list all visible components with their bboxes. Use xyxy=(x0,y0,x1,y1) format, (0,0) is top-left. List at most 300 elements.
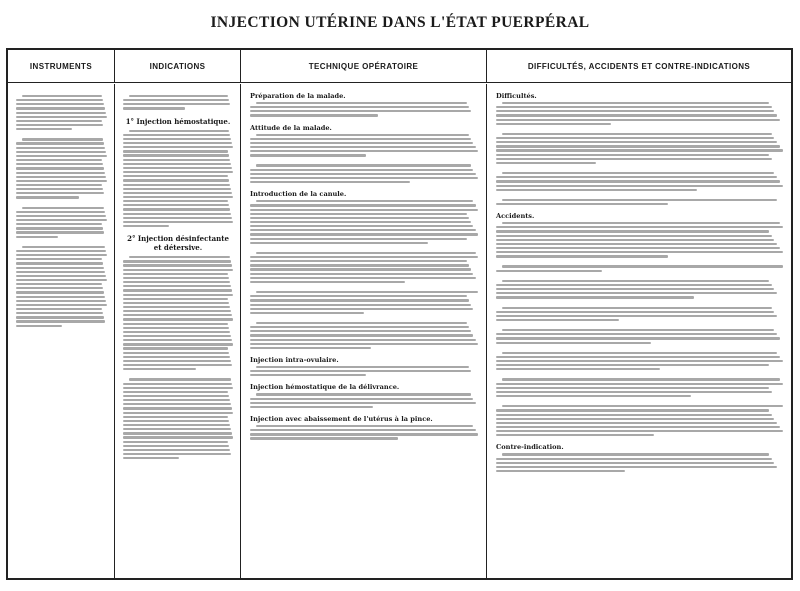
paragraph-title: Injection intra-ovulaire. xyxy=(250,356,339,364)
text-line xyxy=(123,360,231,362)
text-line xyxy=(250,347,371,349)
text-line xyxy=(496,251,783,253)
text-line xyxy=(250,173,476,175)
column-indications xyxy=(115,84,241,578)
text-line xyxy=(123,208,230,210)
text-line xyxy=(502,329,774,331)
text-line xyxy=(250,204,476,206)
paragraph-title: Introduction de la canule. xyxy=(250,190,347,199)
text-line xyxy=(496,360,783,362)
text-line xyxy=(496,110,774,112)
section xyxy=(123,117,233,229)
text-line xyxy=(16,188,103,190)
text-line xyxy=(16,107,105,109)
column-instruments xyxy=(8,84,115,578)
text-line xyxy=(123,260,231,262)
text-line xyxy=(123,192,232,194)
section xyxy=(496,351,783,372)
text-line xyxy=(16,120,102,122)
section xyxy=(16,245,107,328)
text-line xyxy=(16,275,106,277)
text-line xyxy=(16,279,107,281)
text-line xyxy=(16,236,58,238)
text-line xyxy=(16,196,79,198)
text-line xyxy=(16,180,107,182)
section xyxy=(496,212,783,258)
text-line xyxy=(496,470,625,472)
text-line xyxy=(123,364,232,366)
text-line xyxy=(123,420,229,422)
paragraph-title: Attitude de la malade. xyxy=(250,123,332,132)
text-line xyxy=(123,225,169,227)
text-line xyxy=(123,318,233,320)
text-line xyxy=(496,292,777,294)
text-line xyxy=(123,221,233,223)
text-line xyxy=(123,200,228,202)
text-line xyxy=(123,352,229,354)
text-line xyxy=(496,119,780,121)
text-line xyxy=(250,213,467,215)
text-line xyxy=(502,307,772,309)
section xyxy=(496,328,783,345)
text-line xyxy=(256,291,478,293)
text-line xyxy=(250,229,476,231)
text-line xyxy=(16,258,102,260)
text-line xyxy=(496,409,769,411)
section xyxy=(250,251,478,284)
text-line xyxy=(123,264,232,266)
text-line xyxy=(123,204,229,206)
text-line xyxy=(250,370,471,372)
text-line xyxy=(496,458,772,460)
text-line xyxy=(16,176,106,178)
section-title: 1° Injection hémostatique. xyxy=(125,116,231,126)
text-line xyxy=(123,445,229,447)
text-line xyxy=(496,333,777,335)
text-line xyxy=(250,238,467,240)
text-line xyxy=(123,343,233,345)
text-line xyxy=(496,466,777,468)
paragraph-text xyxy=(496,198,783,206)
paragraph-text xyxy=(250,251,478,284)
text-line xyxy=(496,426,780,428)
section xyxy=(496,132,783,165)
text-line xyxy=(16,287,103,289)
text-line xyxy=(16,116,107,118)
text-line xyxy=(123,441,228,443)
text-line xyxy=(256,425,473,427)
text-line xyxy=(123,107,185,109)
text-line xyxy=(496,230,769,232)
section xyxy=(16,206,107,239)
text-line xyxy=(496,235,772,237)
paragraph-text xyxy=(16,245,107,328)
text-line xyxy=(123,424,230,426)
text-line xyxy=(250,312,364,314)
text-line xyxy=(16,320,105,322)
text-line xyxy=(16,172,105,174)
text-line xyxy=(123,306,230,308)
text-line xyxy=(496,391,772,393)
text-line xyxy=(123,314,232,316)
text-line xyxy=(123,163,231,165)
paragraph-text xyxy=(250,290,478,315)
text-line xyxy=(123,294,233,296)
text-line xyxy=(496,462,774,464)
text-line xyxy=(16,267,104,269)
column-header-indications: INDICATIONS xyxy=(115,50,241,82)
text-line xyxy=(16,254,107,256)
text-line xyxy=(123,323,228,325)
section xyxy=(250,190,478,245)
paragraph-text xyxy=(250,163,478,184)
paragraph-title: Difficultés. xyxy=(496,92,537,100)
paragraph-title: Contre-indication. xyxy=(496,443,564,452)
text-line xyxy=(496,356,780,358)
text-line xyxy=(16,223,102,225)
text-line xyxy=(16,300,106,302)
text-line xyxy=(256,366,469,368)
text-line xyxy=(496,162,596,164)
text-line xyxy=(496,311,774,313)
text-line xyxy=(502,352,777,354)
text-line xyxy=(496,270,602,272)
section xyxy=(250,163,478,184)
table-header-row xyxy=(8,50,791,83)
text-line xyxy=(123,175,228,177)
text-line xyxy=(496,145,780,147)
text-line xyxy=(250,295,467,297)
text-line xyxy=(22,138,103,140)
text-line xyxy=(16,184,102,186)
text-line xyxy=(123,331,230,333)
text-line xyxy=(250,225,473,227)
text-line xyxy=(250,429,476,431)
text-line xyxy=(496,395,691,397)
text-line xyxy=(16,271,105,273)
text-line xyxy=(123,285,231,287)
text-line xyxy=(250,281,405,283)
text-line xyxy=(256,102,467,104)
text-line xyxy=(123,298,228,300)
section xyxy=(16,137,107,199)
text-line xyxy=(496,368,660,370)
text-line xyxy=(496,383,783,385)
text-line xyxy=(256,322,467,324)
paragraph-text xyxy=(496,101,783,126)
text-line xyxy=(123,142,232,144)
text-line xyxy=(250,299,469,301)
text-line xyxy=(123,302,229,304)
text-line xyxy=(250,233,478,235)
text-line xyxy=(496,158,772,160)
text-line xyxy=(123,368,196,370)
text-line xyxy=(496,106,772,108)
text-line xyxy=(16,211,105,213)
text-line xyxy=(496,296,694,298)
text-line xyxy=(250,437,398,439)
section xyxy=(123,94,233,111)
text-line xyxy=(496,189,697,191)
text-line xyxy=(123,273,228,275)
text-line xyxy=(16,192,104,194)
text-line xyxy=(16,296,105,298)
text-line xyxy=(496,226,783,228)
text-line xyxy=(502,405,783,407)
section xyxy=(250,415,478,441)
text-line xyxy=(496,203,668,205)
text-line xyxy=(250,326,469,328)
text-line xyxy=(16,312,103,314)
section xyxy=(250,92,478,118)
text-line xyxy=(22,207,104,209)
section-title: 2° Injection désinfectante et détersive. xyxy=(127,234,229,253)
text-line xyxy=(496,342,651,344)
text-line xyxy=(16,167,104,169)
section xyxy=(123,377,233,460)
text-line xyxy=(123,453,231,455)
text-line xyxy=(123,150,228,152)
text-line xyxy=(496,137,774,139)
text-line xyxy=(16,155,107,157)
page-title: INJECTION UTÉRINE DANS L'ÉTAT PUERPÉRAL xyxy=(210,14,590,31)
text-line xyxy=(123,412,233,414)
text-line xyxy=(496,418,774,420)
text-line xyxy=(123,327,229,329)
section xyxy=(496,279,783,300)
paragraph-title: Préparation de la malade. xyxy=(250,92,346,100)
text-line xyxy=(22,246,105,248)
text-line xyxy=(250,433,478,435)
text-line xyxy=(502,133,772,135)
text-line xyxy=(250,110,471,112)
text-line xyxy=(496,176,777,178)
text-line xyxy=(250,209,478,211)
text-line xyxy=(250,273,473,275)
text-line xyxy=(250,402,476,404)
text-line xyxy=(16,325,62,327)
text-line xyxy=(123,395,229,397)
text-line xyxy=(123,217,232,219)
section xyxy=(16,94,107,131)
text-line xyxy=(250,398,473,400)
paragraph-text xyxy=(496,171,783,192)
paragraph-text xyxy=(123,377,233,460)
text-line xyxy=(250,106,469,108)
text-line xyxy=(250,308,473,310)
text-line xyxy=(16,103,104,105)
text-line xyxy=(123,159,230,161)
text-line xyxy=(250,150,478,152)
text-line xyxy=(16,250,106,252)
text-line xyxy=(496,337,780,339)
paragraph-text xyxy=(250,321,478,350)
text-line xyxy=(123,335,231,337)
text-line xyxy=(16,159,102,161)
text-line xyxy=(496,284,772,286)
text-line xyxy=(496,364,769,366)
text-line xyxy=(496,319,619,321)
text-line xyxy=(123,167,232,169)
paragraph-text xyxy=(250,133,478,158)
text-line xyxy=(496,114,777,116)
text-line xyxy=(22,95,102,97)
section xyxy=(496,404,783,437)
text-line xyxy=(123,281,230,283)
text-line xyxy=(250,114,378,116)
text-line xyxy=(16,308,102,310)
paragraph-text xyxy=(496,132,783,165)
text-line xyxy=(123,399,230,401)
text-line xyxy=(250,268,471,270)
text-line xyxy=(123,347,228,349)
text-line xyxy=(123,184,230,186)
text-line xyxy=(16,304,107,306)
text-line xyxy=(123,432,232,434)
text-line xyxy=(16,151,106,153)
text-line xyxy=(496,434,654,436)
text-line xyxy=(123,310,231,312)
text-line xyxy=(250,334,473,336)
text-line xyxy=(250,221,471,223)
text-line xyxy=(123,383,232,385)
text-line xyxy=(250,277,476,279)
text-line xyxy=(123,457,179,459)
table-body xyxy=(8,84,791,578)
text-line xyxy=(16,99,103,101)
section xyxy=(496,306,783,323)
text-line xyxy=(250,330,471,332)
text-line xyxy=(16,227,103,229)
text-line xyxy=(250,181,410,183)
text-line xyxy=(502,172,774,174)
text-line xyxy=(123,416,228,418)
text-line xyxy=(250,154,366,156)
text-line xyxy=(502,280,769,282)
text-line xyxy=(496,430,783,432)
text-line xyxy=(123,277,229,279)
text-line xyxy=(496,255,668,257)
text-line xyxy=(250,256,478,258)
text-line xyxy=(250,339,476,341)
text-line xyxy=(16,316,104,318)
text-line xyxy=(496,247,780,249)
text-line xyxy=(250,177,478,179)
text-line xyxy=(250,138,471,140)
paragraph-text xyxy=(496,404,783,437)
paragraph-text xyxy=(123,94,233,111)
text-line xyxy=(16,291,104,293)
paragraph-text xyxy=(496,452,783,473)
text-line xyxy=(16,124,103,126)
text-line xyxy=(496,141,777,143)
text-line xyxy=(502,102,769,104)
text-line xyxy=(496,185,783,187)
text-line xyxy=(502,378,780,380)
text-line xyxy=(250,260,467,262)
document-table xyxy=(6,48,793,580)
paragraph-text xyxy=(496,221,783,258)
text-line xyxy=(123,103,230,105)
text-line xyxy=(250,406,373,408)
text-line xyxy=(123,188,231,190)
text-line xyxy=(123,269,233,271)
text-line xyxy=(496,149,783,151)
text-line xyxy=(123,356,230,358)
section xyxy=(496,443,783,473)
text-line xyxy=(496,154,769,156)
paragraph-text xyxy=(250,392,478,409)
text-line xyxy=(250,264,469,266)
text-line xyxy=(129,95,228,97)
paragraph-text xyxy=(16,94,107,131)
section xyxy=(496,171,783,192)
text-line xyxy=(256,164,471,166)
section xyxy=(123,234,233,371)
section xyxy=(250,124,478,158)
text-line xyxy=(16,163,103,165)
text-line xyxy=(250,169,473,171)
text-line xyxy=(250,343,478,345)
text-line xyxy=(123,449,230,451)
text-line xyxy=(496,387,769,389)
text-line xyxy=(496,288,774,290)
text-line xyxy=(123,387,233,389)
text-line xyxy=(496,315,777,317)
text-line xyxy=(16,128,72,130)
text-line xyxy=(496,243,777,245)
text-line xyxy=(256,134,469,136)
text-line xyxy=(123,436,233,438)
text-line xyxy=(496,180,780,182)
section xyxy=(496,92,783,126)
text-line xyxy=(502,265,783,267)
text-line xyxy=(123,146,233,148)
text-line xyxy=(16,283,102,285)
paragraph-text xyxy=(250,424,478,441)
text-line xyxy=(16,147,105,149)
section xyxy=(250,356,478,377)
text-line xyxy=(250,374,366,376)
text-line xyxy=(496,422,777,424)
section xyxy=(496,198,783,206)
column-difficultes xyxy=(487,84,791,578)
text-line xyxy=(16,112,106,114)
paragraph-text xyxy=(123,255,233,371)
text-line xyxy=(123,407,232,409)
column-header-difficultes: DIFFICULTÉS, ACCIDENTS ET CONTRE-INDICATIONS xyxy=(527,61,751,71)
section xyxy=(250,383,478,409)
text-line xyxy=(250,146,476,148)
text-line xyxy=(123,391,228,393)
text-line xyxy=(250,142,473,144)
paragraph-text xyxy=(496,328,783,345)
text-line xyxy=(123,428,231,430)
text-line xyxy=(16,142,104,144)
text-line xyxy=(123,99,229,101)
text-line xyxy=(123,134,230,136)
paragraph-text xyxy=(123,129,233,229)
text-line xyxy=(502,199,777,201)
section xyxy=(250,321,478,350)
text-line xyxy=(502,222,780,224)
column-header-instruments: INSTRUMENTS xyxy=(8,50,115,82)
text-line xyxy=(250,304,471,306)
text-line xyxy=(123,154,229,156)
text-line xyxy=(123,196,233,198)
paragraph-title: Accidents. xyxy=(496,212,535,221)
text-line xyxy=(250,242,428,244)
